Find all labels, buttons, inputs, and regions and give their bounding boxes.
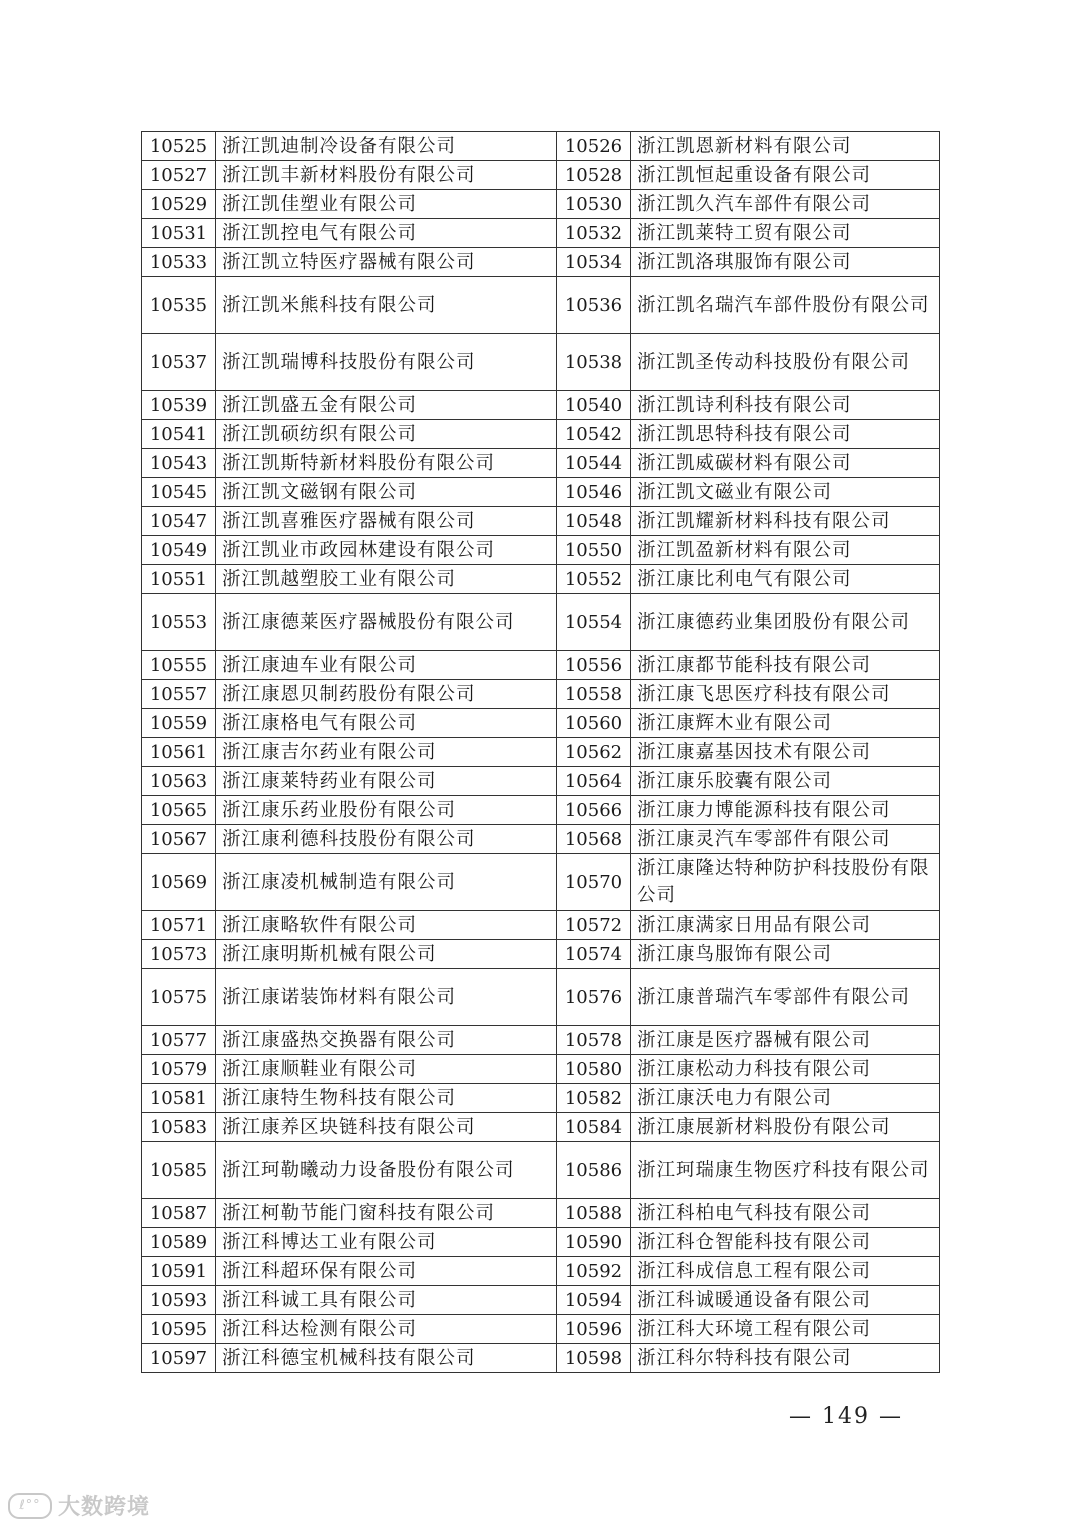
- table-row: [142, 1199, 940, 1228]
- company-number: 10594: [557, 1286, 631, 1315]
- company-number: 10549: [142, 536, 216, 565]
- company-number: 10532: [557, 219, 631, 248]
- company-name: 浙江珂勒曦动力设备股份有限公司: [216, 1142, 557, 1199]
- company-name: 浙江康明斯机械有限公司: [216, 940, 557, 969]
- company-number: 10591: [142, 1257, 216, 1286]
- table-row: [142, 854, 940, 911]
- watermark-text: 大数跨境: [58, 1495, 151, 1520]
- company-name: 浙江康略软件有限公司: [216, 911, 557, 940]
- company-number: 10568: [557, 825, 631, 854]
- company-name: 浙江凯立特医疗器械有限公司: [216, 248, 557, 277]
- company-number: 10579: [142, 1055, 216, 1084]
- company-name: 浙江康特生物科技有限公司: [216, 1084, 557, 1113]
- company-number: 10526: [557, 132, 631, 161]
- company-number: 10556: [557, 651, 631, 680]
- company-name: 浙江凯佳塑业有限公司: [216, 190, 557, 219]
- company-number: 10566: [557, 796, 631, 825]
- company-name: 浙江凯思特科技有限公司: [631, 420, 940, 449]
- company-number: 10586: [557, 1142, 631, 1199]
- company-name: 浙江科诚暖通设备有限公司: [631, 1286, 940, 1315]
- company-name: 浙江科博达工业有限公司: [216, 1228, 557, 1257]
- company-number: 10536: [557, 277, 631, 334]
- company-number: 10583: [142, 1113, 216, 1142]
- company-name: 浙江康辉木业有限公司: [631, 709, 940, 738]
- company-number: 10574: [557, 940, 631, 969]
- company-name: 浙江康都节能科技有限公司: [631, 651, 940, 680]
- company-number: 10559: [142, 709, 216, 738]
- table-row: [142, 1084, 940, 1113]
- company-number: 10525: [142, 132, 216, 161]
- company-name: 浙江凯业市政园林建设有限公司: [216, 536, 557, 565]
- table-row: [142, 334, 940, 391]
- company-name: 浙江康普瑞汽车零部件有限公司: [631, 969, 940, 1026]
- company-number: 10587: [142, 1199, 216, 1228]
- table-row: [142, 1228, 940, 1257]
- company-name: 浙江康展新材料股份有限公司: [631, 1113, 940, 1142]
- company-name: 浙江康莱特药业有限公司: [216, 767, 557, 796]
- table-row: [142, 1026, 940, 1055]
- company-number: 10563: [142, 767, 216, 796]
- table-row: [142, 911, 940, 940]
- table-row: [142, 1315, 940, 1344]
- company-name: 浙江科成信息工程有限公司: [631, 1257, 940, 1286]
- company-number: 10578: [557, 1026, 631, 1055]
- table-row: [142, 969, 940, 1026]
- table-row: [142, 1344, 940, 1373]
- company-name: 浙江凯丰新材料股份有限公司: [216, 161, 557, 190]
- company-name: 浙江凯威碳材料有限公司: [631, 449, 940, 478]
- table-row: [142, 420, 940, 449]
- company-number: 10547: [142, 507, 216, 536]
- company-number: 10597: [142, 1344, 216, 1373]
- table-row: [142, 132, 940, 161]
- company-name: 浙江凯久汽车部件有限公司: [631, 190, 940, 219]
- company-name: 浙江凯文磁业有限公司: [631, 478, 940, 507]
- company-name: 浙江康飞思医疗科技有限公司: [631, 680, 940, 709]
- company-number: 10554: [557, 594, 631, 651]
- table-row: [142, 190, 940, 219]
- table-row: [142, 1142, 940, 1199]
- table-row: [142, 651, 940, 680]
- company-number: 10595: [142, 1315, 216, 1344]
- company-name: 浙江康沃电力有限公司: [631, 1084, 940, 1113]
- company-number: 10588: [557, 1199, 631, 1228]
- company-name: 浙江凯斯特新材料股份有限公司: [216, 449, 557, 478]
- company-number: 10557: [142, 680, 216, 709]
- table-row: [142, 219, 940, 248]
- company-name: 浙江凯硕纺织有限公司: [216, 420, 557, 449]
- company-number: 10553: [142, 594, 216, 651]
- company-number: 10598: [557, 1344, 631, 1373]
- company-name: 浙江凯恩新材料有限公司: [631, 132, 940, 161]
- company-number: 10592: [557, 1257, 631, 1286]
- company-number: 10537: [142, 334, 216, 391]
- company-name: 浙江康迪车业有限公司: [216, 651, 557, 680]
- company-number: 10550: [557, 536, 631, 565]
- company-name: 浙江凯文磁钢有限公司: [216, 478, 557, 507]
- watermark-logo-icon: ℓ°°: [8, 1493, 52, 1519]
- company-name: 浙江科达检测有限公司: [216, 1315, 557, 1344]
- table-row: [142, 536, 940, 565]
- company-number: 10567: [142, 825, 216, 854]
- company-number: 10555: [142, 651, 216, 680]
- company-name: 浙江康利德科技股份有限公司: [216, 825, 557, 854]
- company-number: 10577: [142, 1026, 216, 1055]
- company-name: 浙江康松动力科技有限公司: [631, 1055, 940, 1084]
- company-number: 10531: [142, 219, 216, 248]
- company-number: 10552: [557, 565, 631, 594]
- company-name: 浙江康满家日用品有限公司: [631, 911, 940, 940]
- company-number: 10545: [142, 478, 216, 507]
- company-name: 浙江科德宝机械科技有限公司: [216, 1344, 557, 1373]
- table-row: [142, 161, 940, 190]
- table-row: [142, 825, 940, 854]
- company-number: 10535: [142, 277, 216, 334]
- company-name: 浙江康乐胶囊有限公司: [631, 767, 940, 796]
- table-row: [142, 248, 940, 277]
- company-number: 10538: [557, 334, 631, 391]
- company-name: 浙江凯恒起重设备有限公司: [631, 161, 940, 190]
- company-name: 浙江科诚工具有限公司: [216, 1286, 557, 1315]
- company-name: 浙江康灵汽车零部件有限公司: [631, 825, 940, 854]
- table-row: [142, 449, 940, 478]
- company-name: 浙江康养区块链科技有限公司: [216, 1113, 557, 1142]
- table-row: [142, 940, 940, 969]
- company-name: 浙江康顺鞋业有限公司: [216, 1055, 557, 1084]
- table-row: [142, 1286, 940, 1315]
- company-number: 10589: [142, 1228, 216, 1257]
- company-name: 浙江康力博能源科技有限公司: [631, 796, 940, 825]
- company-name: 浙江珂瑞康生物医疗科技有限公司: [631, 1142, 940, 1199]
- company-name: 浙江康嘉基因技术有限公司: [631, 738, 940, 767]
- company-number: 10527: [142, 161, 216, 190]
- table-row: [142, 738, 940, 767]
- table-row: [142, 594, 940, 651]
- company-number: 10548: [557, 507, 631, 536]
- company-number: 10543: [142, 449, 216, 478]
- table-row: [142, 709, 940, 738]
- company-name: 浙江科超环保有限公司: [216, 1257, 557, 1286]
- company-name: 浙江康乐药业股份有限公司: [216, 796, 557, 825]
- table-row: [142, 680, 940, 709]
- company-number: 10533: [142, 248, 216, 277]
- company-name: 浙江康鸟服饰有限公司: [631, 940, 940, 969]
- company-number: 10539: [142, 391, 216, 420]
- company-number: 10596: [557, 1315, 631, 1344]
- company-list-table: [141, 131, 940, 1373]
- company-name: 浙江康诺装饰材料有限公司: [216, 969, 557, 1026]
- table-row: [142, 796, 940, 825]
- company-name: 浙江康德莱医疗器械股份有限公司: [216, 594, 557, 651]
- company-number: 10572: [557, 911, 631, 940]
- company-name: 浙江科大环境工程有限公司: [631, 1315, 940, 1344]
- table-row: [142, 1257, 940, 1286]
- company-number: 10546: [557, 478, 631, 507]
- company-name: 浙江科仓智能科技有限公司: [631, 1228, 940, 1257]
- company-name: 浙江凯圣传动科技股份有限公司: [631, 334, 940, 391]
- company-name: 浙江康是医疗器械有限公司: [631, 1026, 940, 1055]
- company-number: 10569: [142, 854, 216, 911]
- company-number: 10581: [142, 1084, 216, 1113]
- company-name: 浙江科柏电气科技有限公司: [631, 1199, 940, 1228]
- company-name: 浙江康德药业集团股份有限公司: [631, 594, 940, 651]
- table-row: [142, 565, 940, 594]
- company-number: 10571: [142, 911, 216, 940]
- company-name: 浙江凯盛五金有限公司: [216, 391, 557, 420]
- page-number: — 149 —: [789, 1404, 903, 1429]
- company-name: 浙江凯洛琪服饰有限公司: [631, 248, 940, 277]
- table-row: [142, 767, 940, 796]
- table-row: [142, 1113, 940, 1142]
- company-name: 浙江凯莱特工贸有限公司: [631, 219, 940, 248]
- company-name: 浙江康隆达特种防护科技股份有限公司: [631, 854, 940, 911]
- table-row: [142, 478, 940, 507]
- company-number: 10564: [557, 767, 631, 796]
- company-name: 浙江凯瑞博科技股份有限公司: [216, 334, 557, 391]
- company-name: 浙江凯米熊科技有限公司: [216, 277, 557, 334]
- table-row: [142, 1055, 940, 1084]
- company-number: 10561: [142, 738, 216, 767]
- company-number: 10540: [557, 391, 631, 420]
- table-row: [142, 277, 940, 334]
- company-name: 浙江凯越塑胶工业有限公司: [216, 565, 557, 594]
- company-name: 浙江康比利电气有限公司: [631, 565, 940, 594]
- company-name: 浙江凯喜雅医疗器械有限公司: [216, 507, 557, 536]
- company-number: 10551: [142, 565, 216, 594]
- company-name: 浙江康吉尔药业有限公司: [216, 738, 557, 767]
- company-number: 10585: [142, 1142, 216, 1199]
- company-number: 10560: [557, 709, 631, 738]
- company-name: 浙江康恩贝制药股份有限公司: [216, 680, 557, 709]
- company-number: 10593: [142, 1286, 216, 1315]
- company-name: 浙江凯迪制冷设备有限公司: [216, 132, 557, 161]
- table-row: [142, 391, 940, 420]
- company-number: 10582: [557, 1084, 631, 1113]
- company-number: 10573: [142, 940, 216, 969]
- company-number: 10580: [557, 1055, 631, 1084]
- company-number: 10530: [557, 190, 631, 219]
- company-number: 10590: [557, 1228, 631, 1257]
- company-name: 浙江科尔特科技有限公司: [631, 1344, 940, 1373]
- company-number: 10558: [557, 680, 631, 709]
- company-number: 10575: [142, 969, 216, 1026]
- table-row: [142, 507, 940, 536]
- company-number: 10541: [142, 420, 216, 449]
- company-name: 浙江康凌机械制造有限公司: [216, 854, 557, 911]
- company-number: 10584: [557, 1113, 631, 1142]
- company-name: 浙江凯耀新材料科技有限公司: [631, 507, 940, 536]
- company-name: 浙江凯盈新材料有限公司: [631, 536, 940, 565]
- company-number: 10570: [557, 854, 631, 911]
- company-number: 10529: [142, 190, 216, 219]
- company-name: 浙江凯名瑞汽车部件股份有限公司: [631, 277, 940, 334]
- company-number: 10544: [557, 449, 631, 478]
- company-number: 10528: [557, 161, 631, 190]
- company-name: 浙江凯诗利科技有限公司: [631, 391, 940, 420]
- company-name: 浙江康格电气有限公司: [216, 709, 557, 738]
- watermark: [8, 1490, 150, 1521]
- company-number: 10576: [557, 969, 631, 1026]
- company-name: 浙江康盛热交换器有限公司: [216, 1026, 557, 1055]
- company-number: 10562: [557, 738, 631, 767]
- company-name: 浙江柯勒节能门窗科技有限公司: [216, 1199, 557, 1228]
- company-name: 浙江凯控电气有限公司: [216, 219, 557, 248]
- company-number: 10565: [142, 796, 216, 825]
- company-number: 10534: [557, 248, 631, 277]
- company-number: 10542: [557, 420, 631, 449]
